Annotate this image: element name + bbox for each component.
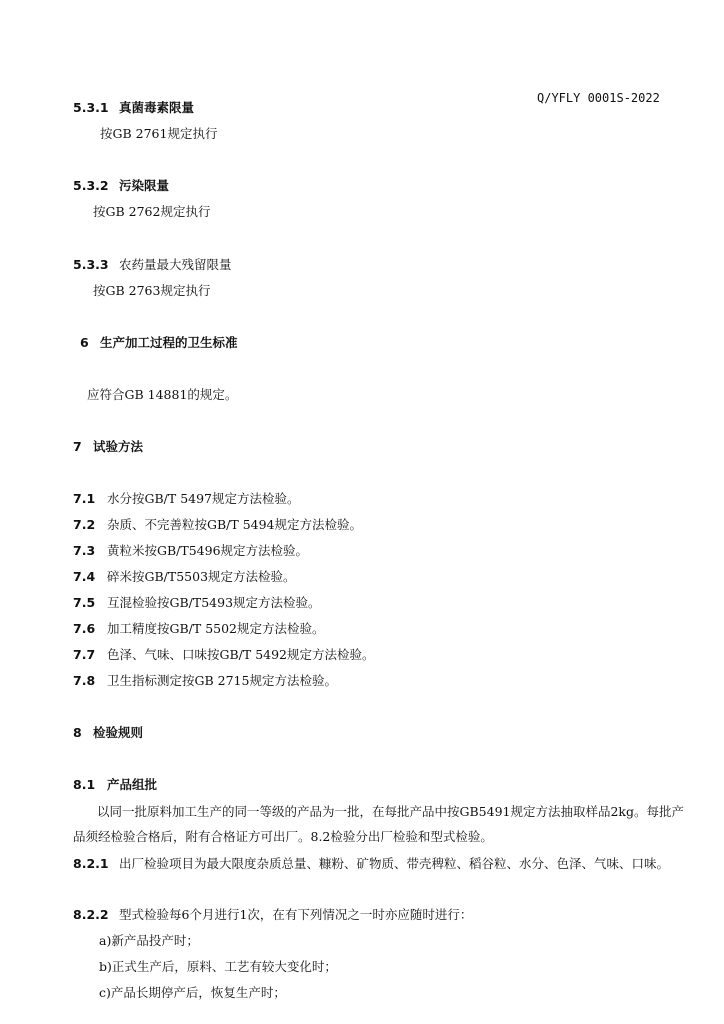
standard-number: Q/YFLY 0001S-2022 <box>537 91 660 105</box>
item-text: 杂质、不完善粒按GB/T 5494规定方法检验。 <box>107 517 363 532</box>
section-5-3-1-body: 按GB 2761规定执行 <box>100 126 218 141</box>
list-item: a)新产品投产时； <box>99 933 199 948</box>
list-item: c)产品长期停产后，恢复生产时； <box>99 985 286 1000</box>
section-title: 产品组批 <box>107 777 158 792</box>
list-item <box>73 597 321 610</box>
section-number: 6 <box>80 335 89 350</box>
item-text: 碎米按GB/T5503规定方法检验。 <box>107 569 296 584</box>
section-number: 5.3.1 <box>73 100 109 115</box>
list-item <box>73 675 337 688</box>
section-number: 8 <box>73 725 82 740</box>
list-item: b)正式生产后，原料、工艺有较大变化时； <box>99 959 337 974</box>
section-5-3-3-heading <box>73 259 232 272</box>
item-number: 7.1 <box>73 491 96 506</box>
item-text: 水分按GB/T 5497规定方法检验。 <box>107 491 300 506</box>
section-title: 试验方法 <box>93 439 144 454</box>
item-number: 7.6 <box>73 621 96 636</box>
section-number: 7 <box>73 439 82 454</box>
section-title: 污染限量 <box>119 178 170 193</box>
section-title: 农药量最大残留限量 <box>119 257 232 272</box>
section-title: 真菌毒素限量 <box>119 100 195 115</box>
section-8-1-heading <box>73 779 157 792</box>
item-number: 7.2 <box>73 517 96 532</box>
section-6-body: 应符合GB 14881的规定。 <box>87 387 238 402</box>
section-number: 5.3.3 <box>73 257 109 272</box>
item-number: 7.8 <box>73 673 96 688</box>
item-number: 7.7 <box>73 647 96 662</box>
section-number: 8.2.2 <box>73 907 109 922</box>
section-7-heading <box>73 441 143 454</box>
section-body: 型式检验每6个月进行1次，在有下列情况之一时亦应随时进行： <box>119 907 473 922</box>
section-number: 5.3.2 <box>73 178 109 193</box>
item-text: 色泽、气味、口味按GB/T 5492规定方法检验。 <box>107 647 375 662</box>
item-text: 卫生指标测定按GB 2715规定方法检验。 <box>107 673 337 688</box>
section-body: 出厂检验项目为最大限度杂质总量、糠粉、矿物质、带壳稗粒、稻谷粒、水分、色泽、气味、口味。 <box>119 856 670 871</box>
section-number: 8.2.1 <box>73 856 109 871</box>
section-6-heading <box>80 337 238 350</box>
section-title: 检验规则 <box>93 725 144 740</box>
section-number: 8.1 <box>73 777 96 792</box>
section-title: 生产加工过程的卫生标准 <box>100 335 238 350</box>
section-8-2-1 <box>73 851 685 876</box>
section-8-2-2 <box>73 909 472 922</box>
item-number: 7.5 <box>73 595 96 610</box>
list-item <box>73 545 308 558</box>
list-item <box>73 493 300 506</box>
section-5-3-2-body: 按GB 2762规定执行 <box>93 204 211 219</box>
section-8-1-body: 以同一批原料加工生产的同一等级的产品为一批，在每批产品中按GB5491规定方法抽取样品2kg。每批产品须经检验合格后，附有合格证方可出厂。8.2检验分出厂检验和型式检验。 <box>73 804 685 844</box>
list-item <box>73 623 325 636</box>
section-5-3-2-heading <box>73 180 169 193</box>
list-item <box>73 649 375 662</box>
section-5-3-3-body: 按GB 2763规定执行 <box>93 283 211 298</box>
item-number: 7.3 <box>73 543 96 558</box>
item-text: 黄粒米按GB/T5496规定方法检验。 <box>107 543 309 558</box>
list-item <box>73 571 296 584</box>
item-text: 加工精度按GB/T 5502规定方法检验。 <box>107 621 325 636</box>
item-number: 7.4 <box>73 569 96 584</box>
section-5-3-1-heading <box>73 102 194 115</box>
list-item <box>73 519 362 532</box>
item-text: 互混检验按GB/T5493规定方法检验。 <box>107 595 321 610</box>
section-8-heading <box>73 727 143 740</box>
